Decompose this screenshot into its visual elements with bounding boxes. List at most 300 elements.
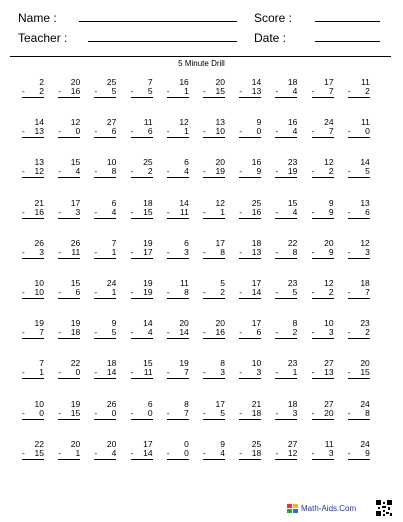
subtrahend-line	[275, 409, 297, 420]
minuend: 10	[251, 358, 262, 369]
subtraction-problem	[312, 319, 334, 339]
subtrahend-line	[203, 409, 225, 420]
name-line[interactable]	[79, 21, 237, 22]
minus-sign-icon: -	[347, 246, 351, 257]
minus-sign-icon: -	[347, 166, 351, 177]
score-line[interactable]	[315, 21, 380, 22]
subtraction-problem	[239, 199, 261, 219]
subtrahend: 4	[220, 447, 225, 458]
subtrahend: 3	[328, 447, 334, 458]
minuend: 5	[220, 278, 225, 288]
subtrahend: 2	[328, 166, 334, 177]
minus-sign-icon: -	[130, 246, 134, 257]
minuend: 8	[184, 398, 189, 409]
minus-sign-icon: -	[130, 367, 134, 378]
subtrahend: 3	[39, 246, 44, 257]
subtraction-problem	[22, 118, 44, 138]
subtrahend-line	[275, 167, 297, 178]
minuend: 12	[179, 117, 189, 128]
logo-square-yellow	[293, 504, 298, 508]
minuend: 24	[360, 438, 370, 449]
minus-sign-icon: -	[22, 287, 25, 297]
subtrahend-line	[94, 328, 116, 339]
subtrahend-line	[275, 248, 297, 259]
minus-sign-icon: -	[166, 327, 170, 338]
subtrahend: 19	[287, 166, 298, 177]
subtraction-problem	[131, 199, 153, 219]
minus-sign-icon: -	[130, 206, 134, 217]
subtrahend-line	[131, 449, 153, 460]
minus-sign-icon: -	[166, 447, 170, 458]
subtraction-problem	[22, 158, 44, 178]
subtraction-problem	[348, 78, 370, 98]
minus-sign-icon: -	[58, 447, 62, 458]
problem-row	[22, 199, 387, 227]
subtrahend: 4	[292, 126, 298, 137]
minuend: 17	[215, 398, 225, 409]
minus-sign-icon: -	[203, 407, 206, 418]
subtrahend: 7	[328, 86, 334, 96]
minuend: 15	[70, 157, 81, 168]
subtrahend-line	[58, 167, 80, 178]
subtrahend-line	[131, 328, 153, 339]
minuend: 15	[143, 358, 153, 369]
minus-sign-icon: -	[239, 246, 243, 257]
minuend: 20	[70, 77, 81, 87]
minuend: 9	[220, 438, 225, 449]
subtraction-problem	[312, 239, 334, 259]
subtrahend: 9	[256, 166, 262, 177]
minus-sign-icon: -	[275, 86, 279, 96]
minuend: 6	[111, 197, 117, 208]
subtrahend: 14	[106, 367, 117, 378]
subtrahend-line	[58, 248, 80, 259]
subtrahend-line	[22, 328, 44, 339]
subtrahend: 4	[292, 206, 298, 217]
minus-sign-icon: -	[58, 206, 62, 217]
subtrahend-line	[94, 368, 116, 379]
minus-sign-icon: -	[275, 166, 279, 177]
minus-sign-icon: -	[311, 86, 315, 96]
minus-sign-icon: -	[166, 126, 170, 137]
subtraction-problem	[203, 199, 225, 219]
minus-sign-icon: -	[58, 246, 62, 257]
minus-sign-icon: -	[22, 206, 25, 217]
minuend: 14	[34, 117, 44, 128]
subtrahend: 16	[34, 206, 44, 217]
subtrahend: 4	[111, 447, 117, 458]
minuend: 27	[287, 438, 298, 449]
subtrahend: 16	[251, 206, 262, 217]
subtraction-problem	[348, 400, 370, 420]
minuend: 21	[34, 197, 44, 208]
subtraction-problem	[348, 440, 370, 460]
subtraction-problem	[58, 440, 80, 460]
subtrahend-line	[203, 288, 225, 299]
subtrahend-line	[167, 167, 189, 178]
minus-sign-icon: -	[94, 367, 98, 378]
minuend: 11	[143, 117, 153, 128]
subtrahend: 6	[256, 327, 262, 338]
subtrahend: 4	[111, 206, 117, 217]
minus-sign-icon: -	[311, 126, 315, 137]
subtrahend: 3	[75, 206, 81, 217]
subtrahend-line	[22, 409, 44, 420]
minus-sign-icon: -	[94, 407, 98, 418]
subtrahend: 2	[328, 287, 334, 297]
minus-sign-icon: -	[94, 126, 98, 137]
subtrahend-line	[312, 167, 334, 178]
subtraction-problem	[203, 279, 225, 299]
subtraction-problem	[275, 359, 297, 379]
subtrahend: 9	[365, 447, 370, 458]
minuend: 22	[70, 358, 81, 369]
subtraction-problem	[275, 158, 297, 178]
minuend: 11	[179, 278, 189, 288]
subtraction-problem	[203, 118, 225, 138]
subtrahend: 8	[111, 166, 117, 177]
minus-sign-icon: -	[94, 287, 98, 297]
subtraction-problem	[203, 239, 225, 259]
problem-row	[22, 440, 387, 468]
teacher-line[interactable]	[88, 41, 237, 42]
date-label: Date :	[254, 31, 287, 45]
minuend: 8	[292, 318, 298, 329]
minus-sign-icon: -	[347, 126, 351, 137]
subtrahend-line	[167, 368, 189, 379]
subtrahend: 15	[70, 407, 81, 418]
subtrahend: 0	[365, 126, 370, 137]
minus-sign-icon: -	[58, 86, 62, 96]
minuend: 21	[251, 398, 262, 409]
minus-sign-icon: -	[311, 206, 315, 217]
minuend: 13	[215, 117, 225, 128]
minus-sign-icon: -	[239, 447, 243, 458]
header-divider	[10, 56, 391, 57]
site-link[interactable]: Math-Aids.Com	[301, 504, 357, 513]
minus-sign-icon: -	[239, 327, 243, 338]
subtraction-problem	[131, 158, 153, 178]
minuend: 20	[179, 318, 189, 329]
minuend: 23	[360, 318, 370, 329]
subtraction-problem	[275, 118, 297, 138]
subtraction-problem	[239, 400, 261, 420]
subtraction-problem	[275, 239, 297, 259]
minuend: 17	[251, 278, 262, 288]
subtraction-problem	[167, 359, 189, 379]
subtrahend: 7	[184, 407, 189, 418]
subtrahend-line	[348, 328, 370, 339]
subtrahend: 3	[184, 246, 189, 257]
minus-sign-icon: -	[311, 166, 315, 177]
minuend: 20	[215, 318, 225, 329]
subtraction-problem	[312, 400, 334, 420]
subtraction-problem	[203, 359, 225, 379]
subtraction-problem	[239, 239, 261, 259]
subtrahend-line	[348, 449, 370, 460]
subtrahend: 3	[328, 327, 334, 338]
subtraction-problem	[131, 239, 153, 259]
qr-code-icon	[376, 500, 392, 516]
subtraction-problem	[58, 359, 80, 379]
subtrahend: 0	[147, 407, 153, 418]
minus-sign-icon: -	[130, 126, 134, 137]
subtrahend-line	[312, 409, 334, 420]
minus-sign-icon: -	[311, 447, 315, 458]
minuend: 11	[360, 117, 370, 128]
subtrahend: 14	[251, 287, 262, 297]
minuend: 8	[220, 358, 225, 369]
minus-sign-icon: -	[94, 166, 98, 177]
minuend: 19	[179, 358, 189, 369]
subtrahend: 9	[328, 246, 334, 257]
minuend: 13	[34, 157, 44, 168]
minus-sign-icon: -	[58, 287, 62, 297]
minus-sign-icon: -	[166, 166, 170, 177]
minus-sign-icon: -	[347, 287, 351, 297]
minuend: 15	[70, 278, 81, 288]
subtrahend: 11	[179, 206, 189, 217]
subtrahend: 15	[34, 447, 44, 458]
minuend: 17	[324, 77, 334, 87]
minuend: 25	[143, 157, 153, 168]
subtrahend-line	[58, 127, 80, 138]
subtraction-problem	[131, 400, 153, 420]
subtrahend: 19	[215, 166, 225, 177]
minuend: 23	[287, 358, 298, 369]
score-label: Score :	[254, 11, 293, 25]
minuend: 22	[287, 237, 298, 248]
subtrahend-line	[312, 208, 334, 219]
subtrahend: 8	[365, 407, 370, 418]
subtrahend: 2	[220, 287, 225, 297]
subtraction-problem	[239, 359, 261, 379]
minuend: 6	[184, 237, 189, 248]
minuend: 24	[360, 398, 370, 409]
subtrahend-line	[131, 127, 153, 138]
subtrahend: 1	[111, 287, 117, 297]
minuend: 25	[106, 77, 117, 87]
subtrahend-line	[275, 328, 297, 339]
problem-row	[22, 118, 387, 146]
subtraction-problem	[203, 78, 225, 98]
subtrahend: 4	[75, 166, 81, 177]
subtrahend-line	[58, 328, 80, 339]
logo-square-green	[287, 509, 292, 513]
subtrahend: 4	[184, 166, 189, 177]
subtrahend-line	[275, 368, 297, 379]
subtrahend-line	[22, 449, 44, 460]
subtraction-problem	[275, 279, 297, 299]
subtrahend-line	[22, 288, 44, 299]
minuend: 7	[39, 358, 44, 369]
subtrahend-line	[94, 127, 116, 138]
subtrahend: 0	[256, 126, 262, 137]
subtrahend: 2	[365, 327, 370, 338]
subtraction-problem	[22, 440, 44, 460]
minuend: 20	[360, 358, 370, 369]
minuend: 10	[34, 398, 44, 409]
subtrahend-line	[239, 127, 261, 138]
minus-sign-icon: -	[58, 367, 62, 378]
subtraction-problem	[131, 359, 153, 379]
subtrahend-line	[94, 288, 116, 299]
subtrahend-line	[167, 288, 189, 299]
minus-sign-icon: -	[239, 367, 243, 378]
minus-sign-icon: -	[58, 166, 62, 177]
subtrahend: 4	[292, 86, 298, 96]
subtrahend: 18	[251, 447, 262, 458]
minuend: 16	[251, 157, 262, 168]
subtraction-problem	[239, 279, 261, 299]
minus-sign-icon: -	[203, 126, 206, 137]
subtrahend-line	[239, 368, 261, 379]
logo-square-blue	[293, 509, 298, 513]
problem-row	[22, 359, 387, 387]
subtraction-problem	[22, 279, 44, 299]
subtraction-problem	[167, 400, 189, 420]
problem-row	[22, 158, 387, 186]
subtrahend: 5	[147, 86, 153, 96]
subtrahend-line	[167, 449, 189, 460]
minuend: 18	[287, 77, 298, 87]
minus-sign-icon: -	[275, 367, 279, 378]
subtraction-problem	[312, 118, 334, 138]
minuend: 16	[287, 117, 298, 128]
subtrahend: 5	[111, 327, 117, 338]
subtrahend-line	[167, 409, 189, 420]
subtrahend: 2	[292, 327, 298, 338]
minus-sign-icon: -	[239, 166, 243, 177]
subtraction-problem	[203, 400, 225, 420]
subtraction-problem	[348, 279, 370, 299]
subtrahend: 14	[143, 447, 153, 458]
subtrahend-line	[58, 208, 80, 219]
subtraction-problem	[131, 440, 153, 460]
subtrahend-line	[312, 288, 334, 299]
subtrahend: 0	[184, 447, 189, 458]
minuend: 19	[34, 318, 44, 329]
subtrahend: 15	[143, 206, 153, 217]
date-line[interactable]	[315, 41, 380, 42]
subtrahend: 5	[220, 407, 225, 418]
subtrahend-line	[131, 87, 153, 98]
minuend: 13	[360, 197, 370, 208]
subtrahend-line	[348, 87, 370, 98]
minuend: 18	[143, 197, 153, 208]
math-aids-logo-icon	[287, 504, 298, 514]
subtrahend: 10	[34, 287, 44, 297]
subtraction-problem	[275, 400, 297, 420]
minus-sign-icon: -	[166, 86, 170, 96]
minuend: 23	[287, 157, 298, 168]
subtraction-problem	[58, 158, 80, 178]
subtrahend: 1	[292, 367, 298, 378]
subtrahend-line	[203, 248, 225, 259]
subtrahend: 13	[251, 86, 262, 96]
minuend: 9	[111, 318, 117, 329]
subtraction-problem	[22, 78, 44, 98]
subtraction-problem	[94, 400, 116, 420]
minuend: 24	[324, 117, 334, 128]
subtraction-problem	[94, 279, 116, 299]
minuend: 7	[147, 77, 153, 87]
minuend: 10	[106, 157, 117, 168]
subtraction-problem	[22, 199, 44, 219]
minuend: 20	[215, 157, 225, 168]
subtrahend: 19	[143, 287, 153, 297]
page-title: 5 Minute Drill	[178, 59, 225, 68]
minuend: 6	[184, 157, 189, 168]
subtrahend: 0	[111, 407, 117, 418]
subtraction-problem	[203, 319, 225, 339]
subtraction-problem	[131, 118, 153, 138]
minus-sign-icon: -	[347, 447, 351, 458]
subtraction-problem	[348, 239, 370, 259]
subtrahend: 1	[220, 206, 225, 217]
minus-sign-icon: -	[239, 407, 243, 418]
minuend: 12	[360, 237, 370, 248]
subtrahend: 11	[143, 367, 153, 378]
minus-sign-icon: -	[239, 86, 243, 96]
subtrahend-line	[167, 248, 189, 259]
subtraction-problem	[22, 239, 44, 259]
subtrahend-line	[131, 288, 153, 299]
minus-sign-icon: -	[311, 327, 315, 338]
subtraction-problem	[167, 199, 189, 219]
minus-sign-icon: -	[166, 206, 170, 217]
subtrahend-line	[131, 368, 153, 379]
minuend: 17	[143, 438, 153, 449]
subtrahend-line	[22, 248, 44, 259]
subtraction-problem	[348, 359, 370, 379]
minuend: 10	[324, 318, 334, 329]
subtrahend: 0	[75, 367, 81, 378]
subtrahend-line	[239, 167, 261, 178]
minuend: 12	[324, 157, 334, 168]
subtraction-problem	[203, 440, 225, 460]
subtraction-problem	[167, 239, 189, 259]
subtrahend: 11	[71, 246, 81, 257]
minuend: 26	[70, 237, 81, 248]
minus-sign-icon: -	[22, 447, 25, 458]
subtrahend-line	[275, 449, 297, 460]
minus-sign-icon: -	[347, 206, 351, 217]
subtrahend: 15	[215, 86, 225, 96]
minuend: 19	[143, 278, 153, 288]
minus-sign-icon: -	[203, 206, 206, 217]
minuend: 27	[106, 117, 117, 128]
minuend: 9	[328, 197, 334, 208]
minus-sign-icon: -	[166, 367, 170, 378]
minus-sign-icon: -	[130, 86, 134, 96]
subtraction-problem	[348, 158, 370, 178]
subtrahend-line	[348, 248, 370, 259]
subtrahend-line	[312, 87, 334, 98]
minus-sign-icon: -	[203, 246, 206, 257]
subtraction-problem	[275, 199, 297, 219]
minus-sign-icon: -	[94, 447, 98, 458]
minuend: 14	[179, 197, 189, 208]
minus-sign-icon: -	[130, 447, 134, 458]
minus-sign-icon: -	[94, 246, 98, 257]
subtrahend: 12	[287, 447, 298, 458]
problem-row	[22, 239, 387, 267]
subtrahend-line	[94, 449, 116, 460]
subtrahend: 2	[39, 86, 44, 96]
subtraction-problem	[22, 319, 44, 339]
subtrahend-line	[94, 248, 116, 259]
